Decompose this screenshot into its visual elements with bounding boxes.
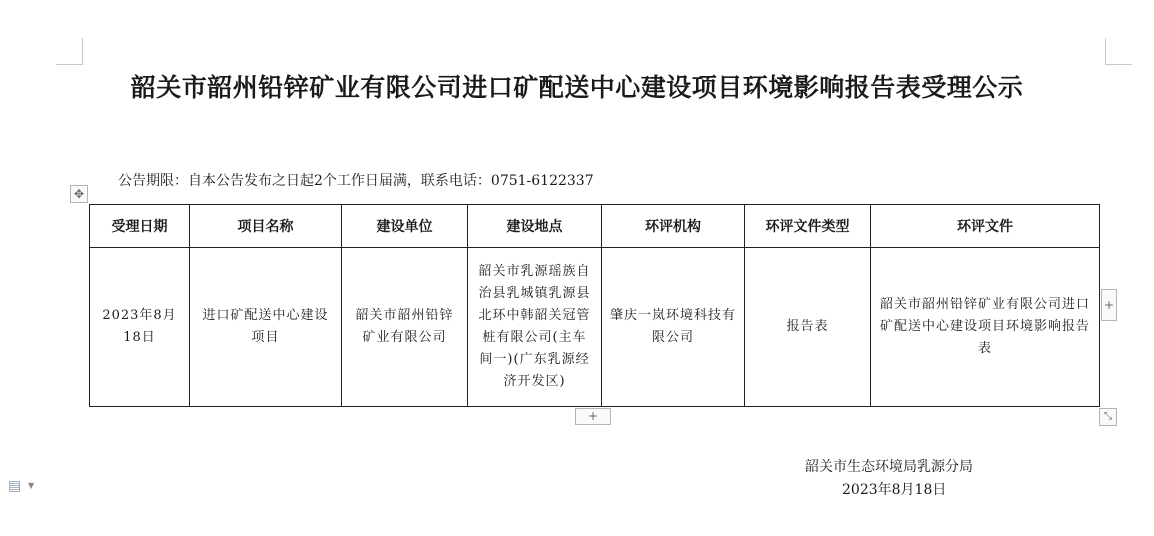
chevron-down-icon[interactable]: ▼ — [28, 481, 35, 490]
header-file-type: 环评文件类型 — [745, 205, 871, 248]
table-header-row — [90, 205, 1100, 248]
document-title: 韶关市韶州铅锌矿业有限公司进口矿配送中心建设项目环境影响报告表受理公示 — [130, 73, 1024, 102]
document-icon[interactable]: ▤ — [8, 478, 22, 494]
signature-organization: 韶关市生态环境局乳源分局 — [805, 459, 973, 475]
table-resize-icon[interactable]: ⤡ — [1099, 408, 1117, 426]
header-file-name: 环评文件 — [871, 205, 1100, 248]
cell-builder: 韶关市韶州铅锌矿业有限公司 — [342, 248, 468, 407]
cell-location: 韶关市乳源瑶族自治县乳城镇乳源县北环中韩韶关冠管桩有限公司(主车间一)(广东乳源经济开发区) — [468, 248, 602, 407]
header-eia-agency: 环评机构 — [602, 205, 745, 248]
cell-eia-agency: 肇庆一岚环境科技有限公司 — [602, 248, 745, 407]
add-row-button[interactable]: + — [575, 408, 611, 425]
add-column-button[interactable]: + — [1101, 289, 1117, 321]
signature-date: 2023年8月18日 — [842, 482, 947, 498]
cell-file-name: 韶关市韶州铅锌矿业有限公司进口矿配送中心建设项目环境影响报告表 — [871, 248, 1100, 407]
header-accept-date: 受理日期 — [90, 205, 190, 248]
crop-mark-top-left — [56, 38, 83, 65]
cell-file-type: 报告表 — [745, 248, 871, 407]
crop-mark-top-right — [1105, 38, 1132, 65]
table-row — [90, 248, 1100, 407]
notice-period-text: 公告期限：自本公告发布之日起2个工作日届满，联系电话：0751-6122337 — [118, 173, 594, 189]
header-project-name: 项目名称 — [190, 205, 342, 248]
acceptance-table — [89, 204, 1100, 407]
header-location: 建设地点 — [468, 205, 602, 248]
table-move-handle-icon[interactable]: ✥ — [70, 185, 88, 203]
header-builder: 建设单位 — [342, 205, 468, 248]
cell-project-name: 进口矿配送中心建设项目 — [190, 248, 342, 407]
cell-accept-date: 2023年8月18日 — [90, 248, 190, 407]
